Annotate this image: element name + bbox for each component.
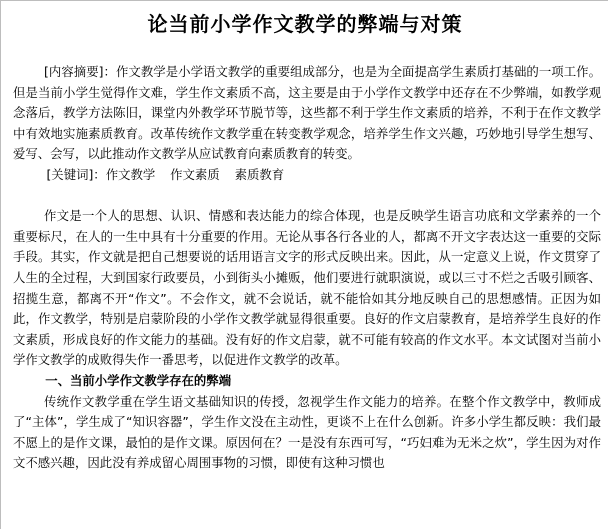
keyword-item: 作文教学 — [105, 166, 156, 182]
keywords-line — [13, 165, 601, 186]
keyword-item: 素质教育 — [234, 166, 285, 182]
intro-paragraph: 作文是一个人的思想、认识、情感和表达能力的综合体现，也是反映学生语言功底和文学素养的一个重要标尺，在人的一生中具有十分重要的作用。无论从事各行各业的人，都离不开文字表达这一重要的交际手段。其实，作文就是把自己想要说的话用语言文字的形式反映出来。因此，从一定意义上说，作文贯穿了人生的全过程，大到国家行政要员，小到街头小摊贩，他们要进行就职演说，或以三寸不烂之舌吸引顾客、招揽生意，都离不开“作文”。不会作文，就不会说话，就不能恰如其分地反映自己的思想感情。正因为如此，作文教学，特别是启蒙阶段的小学作文教学就显得很重要。良好的作文启蒙教育，是培养学生良好的作文素质，形成良好的作文能力的基础。没有好的作文启蒙，就不可能有较高的作文水平。本文试图对当前小学作文教学的成败得失作一番思考，以促进作文教学的改革。 — [13, 208, 601, 368]
keywords-label: [关键词]： — [46, 166, 106, 182]
section-heading: 一、当前小学作文教学存在的弊端 — [45, 372, 232, 388]
abstract-paragraph: [内容摘要]：作文教学是小学语文教学的重要组成部分，也是为全面提高学生素质打基础的一项工作。但是当前小学生觉得作文难，学生作文素质不高，这主要是由于小学作文教学中还存在不少弊端，如教学观念落后，教学方法陈旧，课堂内外教学环节脱节等，这些都不利于学生作文素质的培养，不利于在作文教学中有效地实施素质教育。改革传统作文教学重在转变教学观念，培养学生作文兴趣，巧妙地引导学生想写、爱写、会写，以此推动作文教学从应试教育向素质教育的转变。 — [13, 64, 601, 162]
document-title: 论当前小学作文教学的弊端与对策 — [147, 12, 463, 36]
keyword-item: 作文素质 — [170, 166, 220, 182]
section-paragraph: 传统作文教学重在学生语文基础知识的传授，忽视学生作文能力的培养。在整个作文教学中，教师成了“主体”，学生成了“知识容器”，学生作文没在主动性，更谈不上在什么创新。许多小学生都反映：我们最不愿上的是作文课，最怕的是作文课。原因何在？一是没有东西可写，“巧妇难为无米之炊”，学生因为对作文不感兴趣，因此没有养成留心周围事物的习惯，即使有这种习惯也 — [13, 393, 601, 471]
document-body — [13, 62, 601, 474]
blank-line — [13, 186, 601, 207]
